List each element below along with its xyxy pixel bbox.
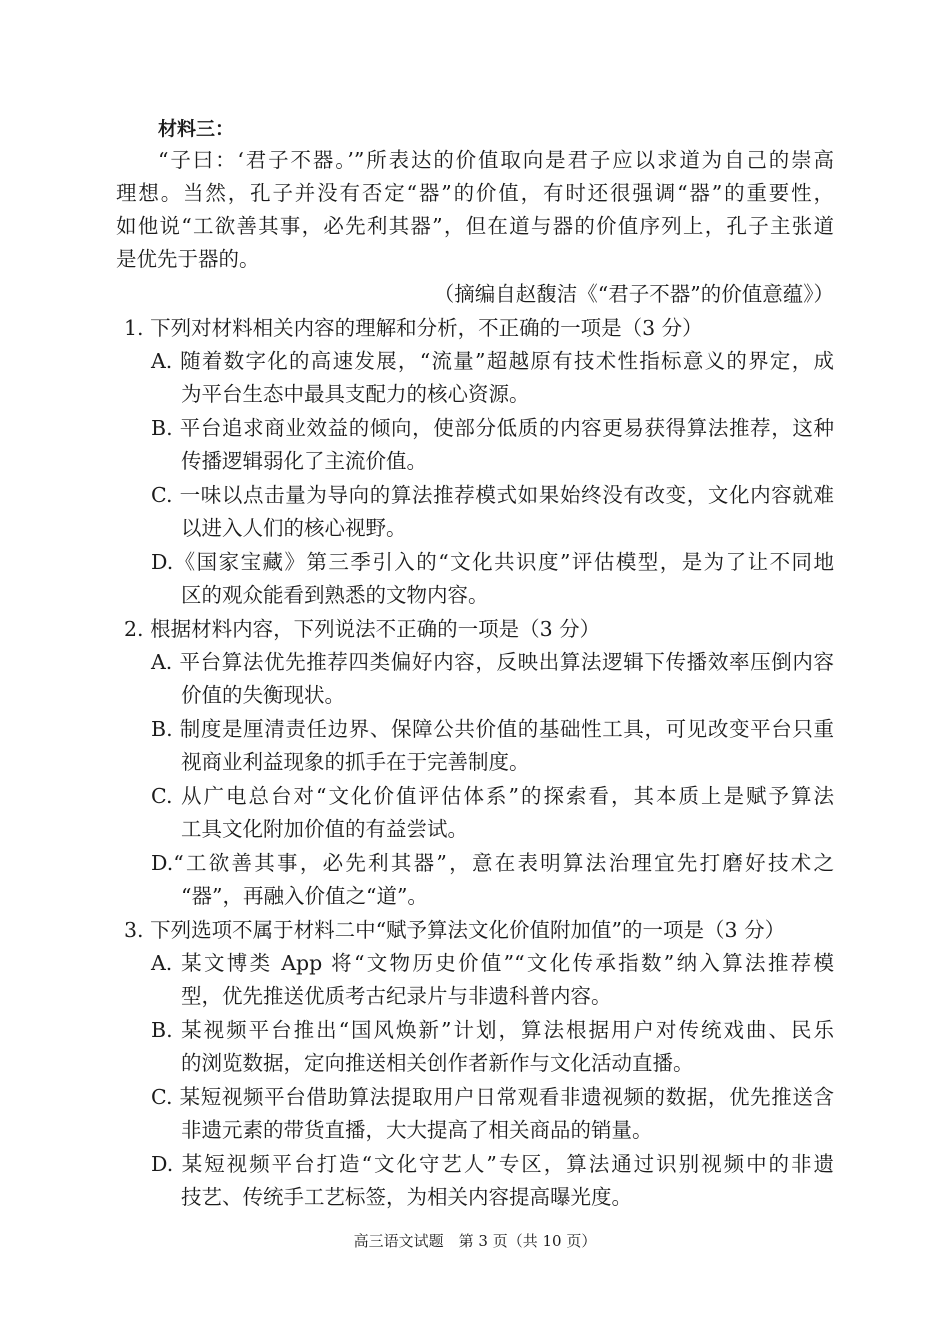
option-line: 为平台生态中最具支配力的核心资源。: [181, 382, 530, 406]
question-stem: 1. 下列对材料相关内容的理解和分析，不正确的一项是（3 分）: [124, 316, 703, 340]
question-stem: 3. 下列选项不属于材料二中“赋予算法文化价值附加值”的一项是（3 分）: [124, 918, 786, 942]
option-line: 传播逻辑弱化了主流价值。: [181, 449, 427, 473]
material-text-line: 理想。当然，孔子并没有否定“器”的价值，有时还很强调“器”的重要性，: [116, 181, 834, 205]
option-line: 视商业利益现象的抓手在于完善制度。: [181, 750, 530, 774]
option-line: C. 从广电总台对“文化价值评估体系”的探索看，其本质上是赋予算法: [151, 784, 834, 808]
option-line: D.《国家宝藏》第三季引入的“文化共识度”评估模型，是为了让不同地: [151, 550, 834, 574]
option-line: 工具文化附加价值的有益尝试。: [181, 817, 468, 841]
question-stem: 2. 根据材料内容，下列说法不正确的一项是（3 分）: [124, 617, 601, 641]
option-line: B. 制度是厘清责任边界、保障公共价值的基础性工具，可见改变平台只重: [151, 717, 834, 741]
option-line: C. 一味以点击量为导向的算法推荐模式如果始终没有改变，文化内容就难: [151, 483, 834, 507]
option-line: C. 某短视频平台借助算法提取用户日常观看非遗视频的数据，优先推送含: [151, 1085, 834, 1109]
material-text-line: “子曰：‘君子不器。’”所表达的价值取向是君子应以求道为自己的崇高: [158, 148, 834, 172]
option-line: B. 某视频平台推出“国风焕新”计划，算法根据用户对传统戏曲、民乐: [151, 1018, 834, 1042]
option-line: B. 平台追求商业效益的倾向，使部分低质的内容更易获得算法推荐，这种: [151, 416, 834, 440]
option-line: A. 某文博类 App 将“文物历史价值”“文化传承指数”纳入算法推荐模: [151, 951, 834, 975]
option-line: 以进入人们的核心视野。: [181, 516, 407, 540]
option-line: 价值的失衡现状。: [181, 683, 345, 707]
option-line: 型，优先推送优质考古纪录片与非遗科普内容。: [181, 984, 612, 1008]
option-line: “器”，再融入价值之“道”。: [181, 884, 428, 908]
option-line: 区的观众能看到熟悉的文物内容。: [181, 583, 489, 607]
option-line: D.“工欲善其事，必先利其器”，意在表明算法治理宜先打磨好技术之: [151, 851, 834, 875]
option-line: 技艺、传统手工艺标签，为相关内容提高曝光度。: [181, 1185, 632, 1209]
page-footer: 高三语文试题 第 3 页（共 10 页）: [353, 1232, 597, 1250]
material-heading: 材料三：: [158, 118, 235, 140]
material-text-line: 如他说“工欲善其事，必先利其器”，但在道与器的价值序列上，孔子主张道: [116, 214, 834, 238]
option-line: 的浏览数据，定向推送相关创作者新作与文化活动直播。: [181, 1051, 694, 1075]
option-line: D. 某短视频平台打造“文化守艺人”专区，算法通过识别视频中的非遗: [151, 1152, 834, 1176]
option-line: 非遗元素的带货直播，大大提高了相关商品的销量。: [181, 1118, 653, 1142]
material-text-line: 是优先于器的。: [116, 247, 260, 271]
option-line: A. 平台算法优先推荐四类偏好内容，反映出算法逻辑下传播效率压倒内容: [151, 650, 834, 674]
material-source: （摘编自赵馥洁《“君子不器”的价值意蕴》）: [433, 282, 834, 306]
option-line: A. 随着数字化的高速发展，“流量”超越原有技术性指标意义的界定，成: [151, 349, 834, 373]
